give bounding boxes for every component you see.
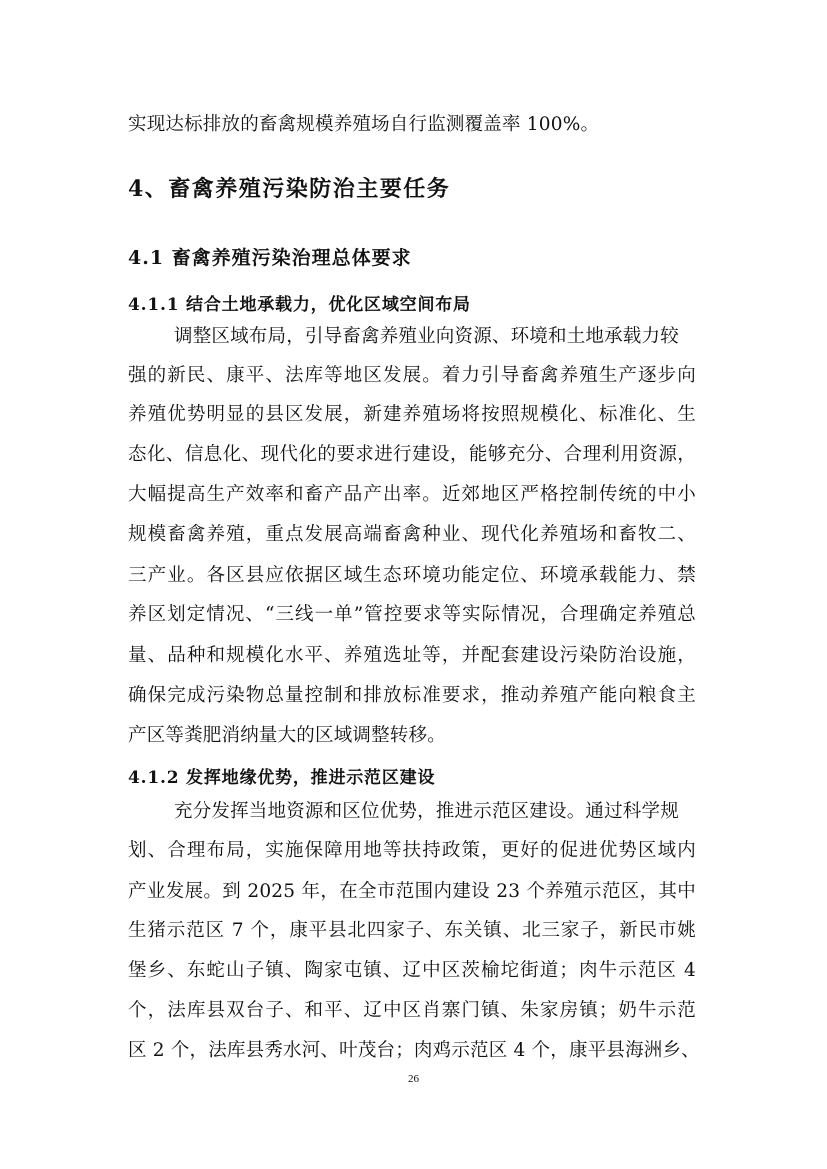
paragraph-line: 量、品种和规模化水平、养殖选址等，并配套建设污染防治设施， [128, 645, 696, 666]
paragraph-line: 个，法库县双台子、和平、辽中区肖寨门镇、朱家房镇；奶牛示范 [128, 1000, 696, 1021]
paragraph-line: 确保完成污染物总量控制和排放标准要求，推动养殖产能向粮食主 [128, 685, 696, 706]
paragraph-line: 三产业。各区县应依据区域生态环境功能定位、环境承载能力、禁 [128, 565, 696, 586]
paragraph-line: 规模畜禽养殖，重点发展高端畜禽种业、现代化养殖场和畜牧二、 [128, 524, 696, 545]
paragraph-line: 态化、信息化、现代化的要求进行建设，能够充分、合理利用资源， [128, 444, 696, 465]
paragraph-line: 区 2 个，法库县秀水河、叶茂台；肉鸡示范区 4 个，康平县海洲乡、 [128, 1040, 700, 1061]
subsection-heading: 4.1 畜禽养殖污染治理总体要求 [128, 247, 412, 269]
item-heading-4-1-1: 4.1.1 结合土地承载力，优化区域空间布局 [128, 295, 471, 315]
paragraph-line: 实现达标排放的畜禽规模养殖场自行监测覆盖率 100%。 [128, 114, 600, 135]
paragraph-line: 划、合理布局，实施保障用地等扶持政策，更好的促进优势区域内 [128, 840, 696, 861]
paragraph-line: 养殖优势明显的县区发展，新建养殖场将按照规模化、标准化、生 [128, 404, 696, 425]
paragraph-line: 强的新民、康平、法库等地区发展。着力引导畜禽养殖生产逐步向 [128, 365, 696, 386]
paragraph-line: 堡乡、东蛇山子镇、陶家屯镇、辽中区茨榆坨街道；肉牛示范区 4 [128, 960, 696, 981]
paragraph-line: 产业发展。到 2025 年，在全市范围内建设 23 个养殖示范区，其中 [128, 881, 696, 902]
paragraph-line: 产区等粪肥消纳量大的区域调整转移。 [128, 725, 446, 746]
paragraph-line: 大幅提高生产效率和畜产品产出率。近郊地区严格控制传统的中小 [128, 484, 696, 505]
paragraph-line: 生猪示范区 7 个，康平县北四家子、东关镇、北三家子，新民市姚 [128, 920, 696, 941]
item-heading-4-1-2: 4.1.2 发挥地缘优势，推进示范区建设 [128, 768, 436, 788]
paragraph-line: 养区划定情况、“三线一单”管控要求等实际情况，合理确定养殖总 [128, 604, 696, 625]
section-heading: 4、畜禽养殖污染防治主要任务 [128, 176, 451, 202]
paragraph-line: 充分发挥当地资源和区位优势，推进示范区建设。通过科学规 [174, 801, 679, 822]
paragraph-line: 调整区域布局，引导畜禽养殖业向资源、环境和土地承载力较 [174, 326, 679, 347]
page-number: 26 [408, 1073, 419, 1085]
